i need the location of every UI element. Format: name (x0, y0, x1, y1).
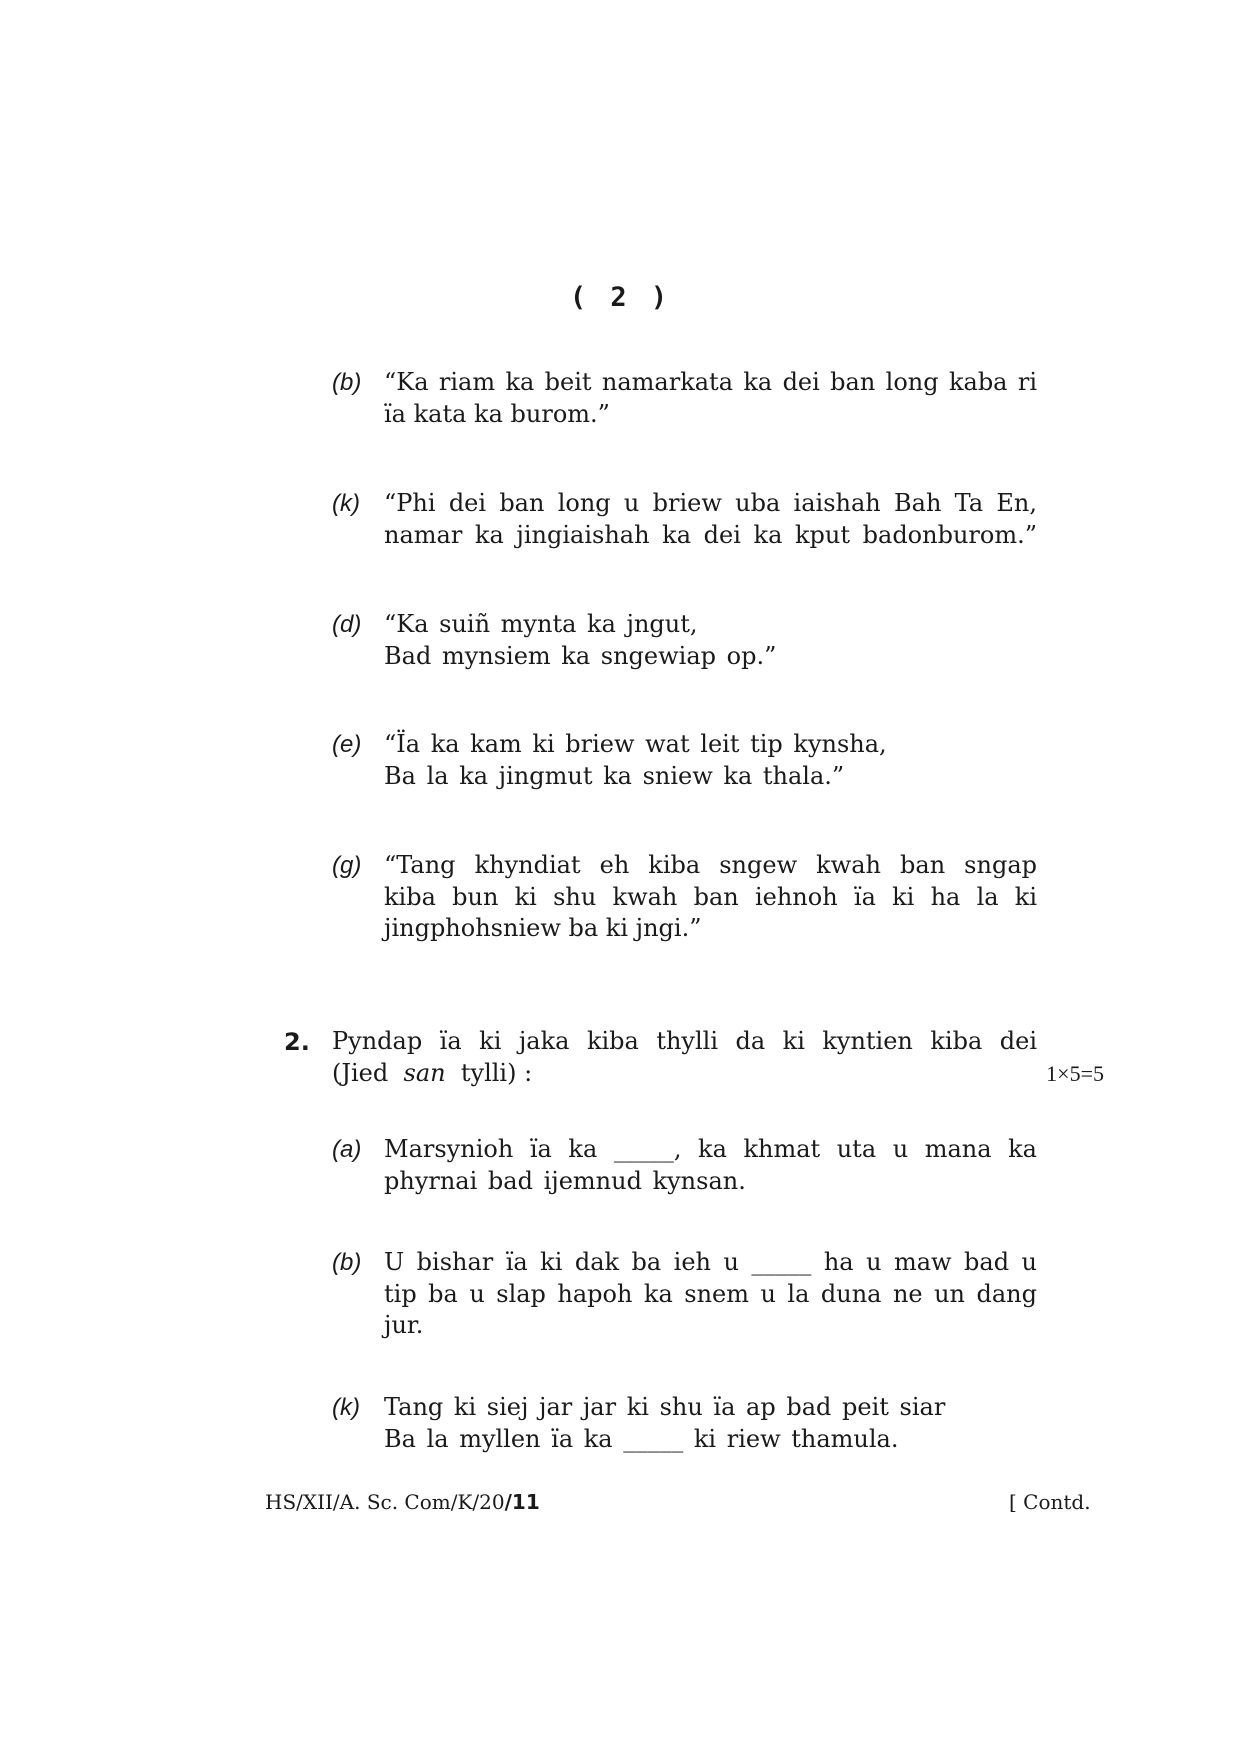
text-line: “Ïa ka kam ki briew wat leit tip kynsha, (384, 730, 887, 758)
fill-item-a (332, 1134, 1037, 1197)
fill-item-k (332, 1392, 1037, 1455)
item-text (384, 729, 1037, 792)
text-line: Ba la myllen ïa ka _____ ki riew thamula. (384, 1424, 899, 1453)
quote-item-d (332, 609, 1037, 672)
item-label: (g) (332, 852, 362, 879)
text-line: U bishar ïa ki dak ba ieh u _____ ha u maw bad u (384, 1248, 1037, 1276)
item-label: (d) (332, 611, 362, 638)
marks: 1×5=5 (1046, 1060, 1104, 1086)
item-text (384, 488, 1037, 551)
question-2 (284, 1026, 1104, 1089)
question-number: 2. (284, 1028, 310, 1056)
quote-item-e (332, 729, 1037, 792)
text-line: “Phi dei ban long u briew uba iaishah Bah Ta En, (384, 489, 1037, 517)
item-label: (b) (332, 369, 362, 396)
text-line: phyrnai bad ijemnud kynsan. (384, 1166, 746, 1195)
item-text (384, 1247, 1037, 1342)
text-line: jingphohsniew ba ki jngi.” (384, 914, 702, 942)
item-text (384, 1392, 1037, 1455)
item-label: (k) (332, 490, 360, 517)
item-label: (k) (332, 1394, 360, 1421)
fill-item-b (332, 1247, 1037, 1342)
footer-code-suffix: /11 (504, 1490, 540, 1514)
question-line-italic: san (403, 1058, 446, 1087)
text-line: “Ka riam ka beit namarkata ka dei ban long kaba ri (384, 368, 1037, 396)
question-line (332, 1058, 1037, 1090)
text-line: kiba bun ki shu kwah ban iehnoh ïa ki ha la ki (384, 882, 1037, 911)
item-text (384, 367, 1037, 430)
item-label: (e) (332, 731, 362, 758)
item-text (384, 1134, 1037, 1197)
question-text (332, 1026, 1037, 1089)
text-line: namar ka jingiaishah ka dei ka kput badonburom.” (384, 520, 1037, 549)
text-line: “Ka suiñ mynta ka jngut, (384, 610, 698, 638)
footer-contd: [ Contd. (1009, 1490, 1091, 1514)
quote-item-k (332, 488, 1037, 551)
question-line-prefix: (Jied (332, 1058, 389, 1087)
text-line: jur. (384, 1311, 424, 1339)
item-text (384, 609, 1037, 672)
quote-item-b (332, 367, 1037, 430)
text-line: Tang ki siej jar jar ki shu ïa ap bad peit siar (384, 1393, 946, 1421)
text-line: “Tang khyndiat eh kiba sngew kwah ban sngap (384, 851, 1037, 879)
text-line: Ba la ka jingmut ka sniew ka thala.” (384, 761, 845, 790)
text-line: ïa kata ka burom.” (384, 399, 610, 428)
text-line: Marsynioh ïa ka _____, ka khmat uta u mana ka (384, 1135, 1037, 1163)
quote-item-g (332, 850, 1037, 945)
text-line: Bad mynsiem ka sngewiap op.” (384, 641, 777, 670)
question-line: Pyndap ïa ki jaka kiba thylli da ki kyntien kiba dei (332, 1027, 1037, 1055)
footer-code (265, 1490, 540, 1514)
item-label: (a) (332, 1136, 362, 1163)
item-text (384, 850, 1037, 945)
item-label: (b) (332, 1249, 362, 1276)
footer-code-prefix: HS/XII/A. Sc. Com/K/20 (265, 1490, 505, 1514)
page-number: ( 2 ) (569, 282, 672, 313)
text-line: tip ba u slap hapoh ka snem u la duna ne un dang (384, 1279, 1037, 1308)
question-line-suffix: tylli) : (460, 1058, 533, 1087)
